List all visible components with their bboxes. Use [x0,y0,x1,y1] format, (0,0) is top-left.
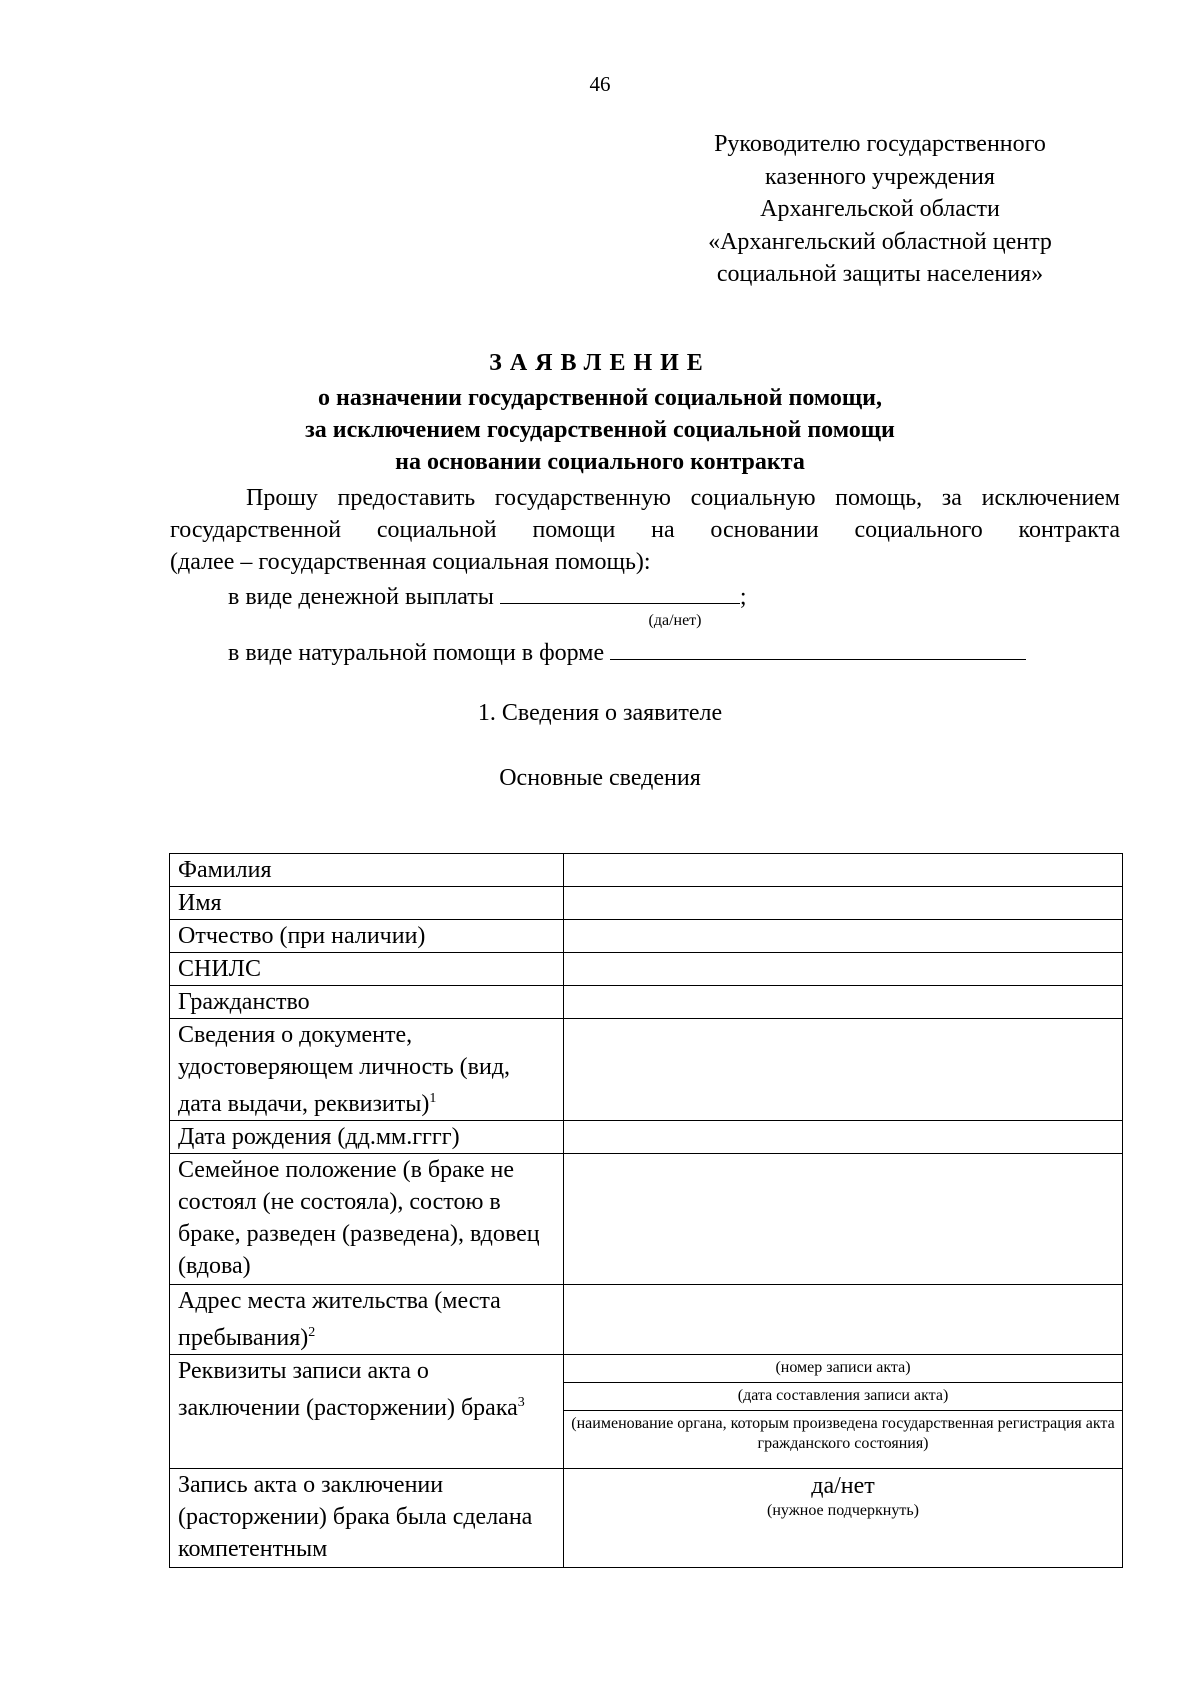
addressee-line: Архангельской области [760,196,1000,222]
snils-field[interactable] [564,953,1123,986]
row-label: Гражданство [170,986,564,1019]
record-number-field[interactable]: (номер записи акта) [564,1355,1122,1383]
footnote-mark: 1 [429,1091,437,1106]
addressee-block [660,128,1100,291]
row-label: Реквизиты записи акта о заключении (расторжении) брака$^3$ [170,1355,564,1469]
table-row [170,1019,1123,1121]
addressee-line: социальной защиты населения» [716,261,1044,287]
table-row [170,1121,1123,1154]
addressee-line: «Архангельский областной центр [708,228,1052,255]
cash-payment-hint: (да/нет) [648,612,702,629]
identity-document-field[interactable] [564,1019,1123,1121]
section-heading: 1. Сведения о заявителе [477,700,723,726]
applicant-info-table [169,853,1123,1568]
row-label: СНИЛС [170,953,564,986]
subtitle-line: за исключением государственной социальной помощи [305,417,895,443]
request-paragraph [170,482,1120,578]
table-row [170,920,1123,953]
surname-field[interactable] [564,854,1123,887]
yes-no-option[interactable]: да/нет [811,1473,875,1499]
marriage-record-cell [564,1355,1123,1469]
table-row [170,1469,1123,1568]
row-label: Дата рождения (дд.мм.гггг) [170,1121,564,1154]
paragraph-line: Прошу предоставить государственную социальную помощь, за исключением [246,485,1120,511]
cash-payment-label: в виде денежной выплаты [228,584,494,610]
row-label: Фамилия [170,854,564,887]
record-date-field[interactable]: (дата составления записи акта) [564,1383,1122,1411]
row-label: Семейное положение (в браке не состоял (не состояла), состою в браке, разведен (разведена), вдовец (вдова) [170,1154,564,1285]
subtitle-line: о назначении государственной социальной помощи, [318,385,882,411]
cash-payment-line [228,581,747,611]
in-kind-label: в виде натуральной помощи в форме [228,640,605,666]
in-kind-field[interactable] [610,637,1026,660]
footnote-mark: 3 [517,1395,525,1410]
first-name-field[interactable] [564,887,1123,920]
row-label: Имя [170,887,564,920]
table-row [170,986,1123,1019]
row-label: Адрес места жительства (места пребывания)$^2$ [170,1285,564,1355]
document-subtitle [0,382,1200,478]
cash-payment-suffix: ; [739,584,747,610]
addressee-line: казенного учреждения [765,163,995,190]
paragraph-line: государственной социальной помощи на основании социального контракта [170,517,1120,543]
citizenship-field[interactable] [564,986,1123,1019]
patronymic-field[interactable] [564,920,1123,953]
row-label: Сведения о документе, удостоверяющем личность (вид, дата выдачи, реквизиты)$^1$ [170,1019,564,1121]
row-label: Отчество (при наличии) [170,920,564,953]
row-label: Запись акта о заключении (расторжении) брака была сделана компетентным [170,1469,564,1568]
page-number: 46 [589,72,611,96]
competent-authority-cell [564,1469,1123,1568]
yes-no-hint: (нужное подчеркнуть) [767,1502,919,1519]
table-row [170,1285,1123,1355]
table-row [170,887,1123,920]
footnote-mark: 2 [308,1325,316,1340]
table-row [170,854,1123,887]
registering-authority-field[interactable]: (наименование органа, которым произведена государственная регистрация акта гражданского состояния) [571,1415,1115,1452]
document-title: ЗАЯВЛЕНИЕ [489,350,711,376]
table-row [170,1154,1123,1285]
address-field[interactable] [564,1285,1123,1355]
cash-payment-field[interactable] [500,581,740,604]
table-row [170,953,1123,986]
subtitle-line: на основании социального контракта [395,449,805,475]
in-kind-line [228,637,1026,667]
addressee-line: Руководителю государственного [714,131,1046,157]
table-row [170,1355,1123,1469]
marital-status-field[interactable] [564,1154,1123,1285]
birth-date-field[interactable] [564,1121,1123,1154]
paragraph-line: (далее – государственная социальная помощь): [170,549,651,575]
sub-heading: Основные сведения [499,765,701,791]
